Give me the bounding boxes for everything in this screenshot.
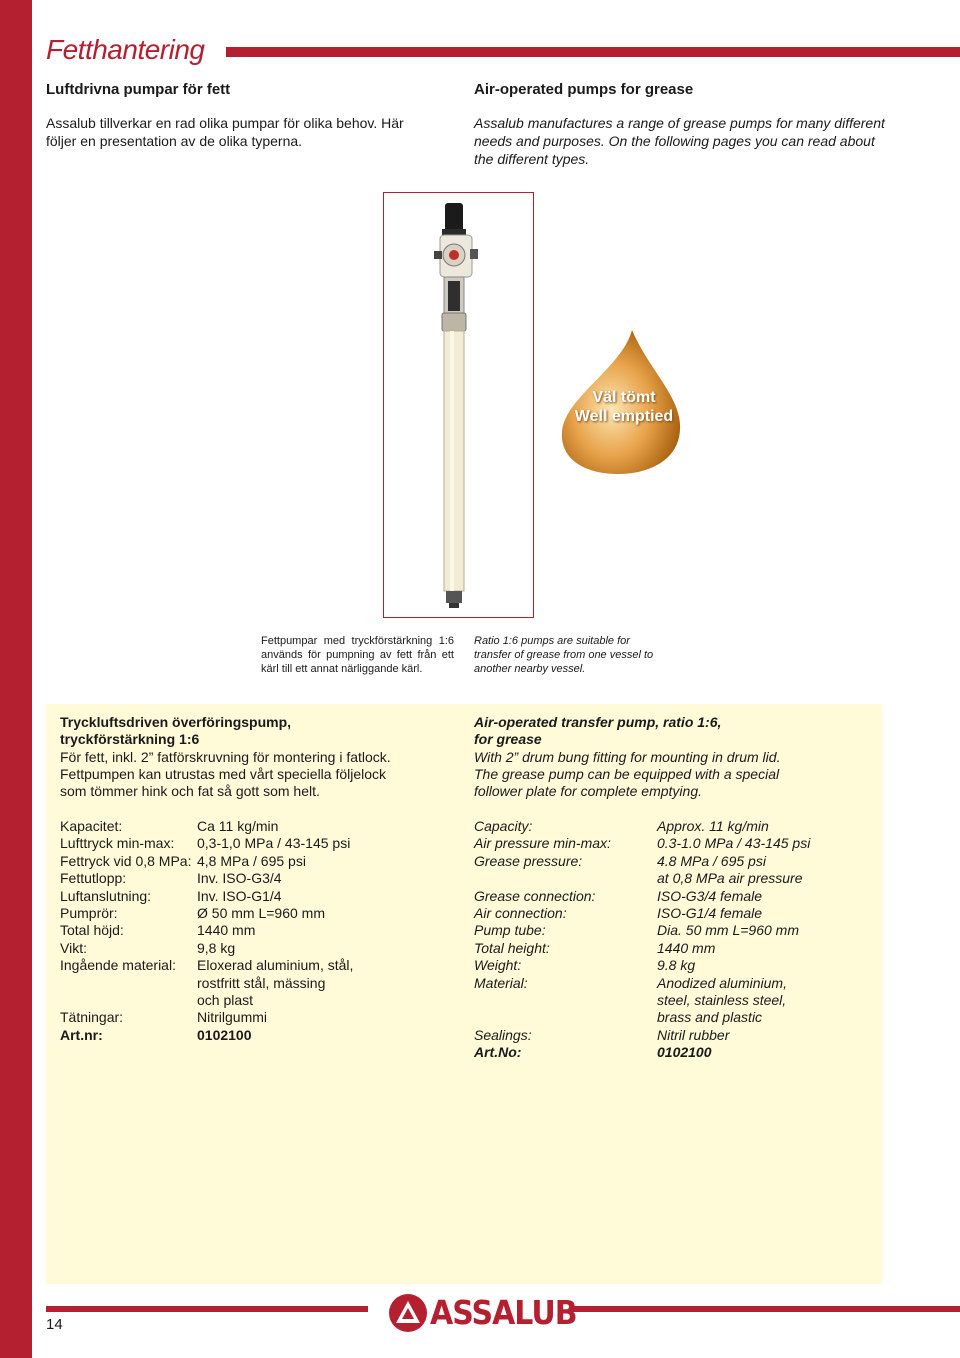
- spec-row: [60, 940, 353, 957]
- spec-label: Luftanslutning:: [60, 887, 152, 904]
- spec-row: [474, 992, 810, 1009]
- spec-row: [60, 992, 353, 1009]
- badge-line-en: Well emptied: [574, 408, 674, 425]
- intro-text-sv: Assalub tillverkar en rad olika pumpar för olika behov. Här följer en presentation av de olika typerna.: [46, 115, 404, 149]
- intro-heading-sv: Luftdrivna pumpar för fett: [46, 81, 231, 98]
- spec-value: 9.8 kg: [657, 957, 696, 974]
- spec-value: Approx. 11 kg/min: [657, 818, 769, 834]
- product-desc-en-line3: follower plate for complete emptying.: [474, 783, 702, 799]
- spec-label: Pump tube:: [474, 922, 546, 939]
- spec-row: [474, 818, 810, 835]
- spec-label: Grease pressure:: [474, 852, 583, 869]
- spec-label: [474, 1009, 657, 1026]
- spec-label: Ingående material:: [60, 957, 176, 974]
- spec-row: [474, 1009, 810, 1026]
- spec-table-sv: [60, 818, 353, 1044]
- product-title-sv-line2: tryckförstärkning 1:6: [60, 731, 200, 747]
- intro-text-en: Assalub manufactures a range of grease pumps for many different needs and purposes. On the following pages you can read about the different types.: [474, 115, 885, 167]
- spec-value: 4,8 MPa / 695 psi: [197, 852, 306, 869]
- spec-value: Anodized aluminium,: [657, 974, 787, 991]
- spec-value: Nitrilgummi: [197, 1009, 267, 1026]
- product-desc-sv-line1: För fett, inkl. 2” fatförskruvning för montering i fatlock.: [60, 749, 391, 765]
- grease-pump-image: [384, 193, 533, 617]
- photo-caption-en: Ratio 1:6 pumps are suitable for transfer of grease from one vessel to another nearby vessel.: [474, 635, 654, 675]
- product-desc-sv-line3: som tömmer hink och fat så gott som helt.: [60, 783, 320, 799]
- title-rule: [226, 47, 960, 57]
- spec-row: [60, 905, 353, 922]
- spec-value: 4.8 MPa / 695 psi: [657, 852, 766, 869]
- product-spec-panel: [46, 704, 882, 1284]
- spec-label: Material:: [474, 974, 528, 991]
- spec-label: Vikt:: [60, 939, 87, 956]
- spec-label: Sealings:: [474, 1026, 532, 1043]
- spec-row: [60, 957, 353, 974]
- spec-row: [474, 870, 810, 887]
- spec-row: [60, 1009, 353, 1026]
- spec-row: [60, 835, 353, 852]
- page-number: 14: [46, 1316, 63, 1333]
- spec-label: Tätningar:: [60, 1009, 124, 1026]
- artnr-label: Art.nr:: [60, 1026, 103, 1043]
- spec-row-artnr: [474, 1044, 810, 1061]
- footer-rule-right: [570, 1306, 960, 1312]
- product-title-sv-line1: Tryckluftsdriven överföringspump,: [60, 714, 292, 730]
- spec-row: [474, 922, 810, 939]
- photo-caption-sv: Fettpumpar med tryckförstärkning 1:6 används för pumpning av fett från ett kärl till ett annat närliggande kärl.: [261, 635, 454, 675]
- spec-value: 0.3-1.0 MPa / 43-145 psi: [657, 835, 811, 852]
- spec-label: Fettryck vid 0,8 MPa:: [60, 852, 192, 869]
- spec-label: Air pressure min-max:: [474, 835, 611, 852]
- badge-line-sv: Väl tömt: [592, 389, 656, 406]
- spec-label: Total höjd:: [60, 922, 124, 939]
- spec-value: Inv. ISO-G1/4: [197, 887, 282, 904]
- logo-wordmark: ASSALUB: [430, 1294, 577, 1333]
- spec-value: 9,8 kg: [197, 939, 236, 956]
- spec-row: [60, 853, 353, 870]
- spec-row: [474, 940, 810, 957]
- spec-table-en: [474, 818, 810, 1062]
- spec-value: Eloxerad aluminium, stål,: [197, 957, 354, 974]
- spec-label: Capacity:: [474, 818, 533, 834]
- spec-row: [474, 1027, 810, 1044]
- product-photo-frame: [383, 192, 534, 618]
- artnr-label: Art.No:: [474, 1044, 522, 1061]
- spec-label: Weight:: [474, 957, 522, 974]
- spec-value: rostfritt stål, mässing: [197, 974, 326, 991]
- product-desc-en-line1: With 2” drum bung fitting for mounting in drum lid.: [474, 749, 781, 765]
- artnr-value: 0102100: [657, 1044, 712, 1061]
- spec-value: 0,3-1,0 MPa / 43-145 psi: [197, 835, 351, 852]
- left-sidebar-stripe: [0, 0, 32, 1358]
- spec-row: [474, 905, 810, 922]
- spec-label: [474, 870, 657, 887]
- spec-value: 1440 mm: [197, 922, 256, 939]
- spec-value: ISO-G3/4 female: [657, 887, 763, 904]
- spec-row: [474, 835, 810, 852]
- spec-row: [60, 870, 353, 887]
- spec-value: Ø 50 mm L=960 mm: [197, 905, 325, 922]
- spec-label: Air connection:: [474, 905, 567, 922]
- well-emptied-label: [560, 388, 688, 426]
- product-title-en-line1: Air-operated transfer pump, ratio 1:6,: [474, 714, 722, 730]
- spec-row: [474, 957, 810, 974]
- spec-value: Ca 11 kg/min: [197, 818, 279, 834]
- assalub-emblem-icon: [388, 1293, 428, 1333]
- spec-value: ISO-G1/4 female: [657, 905, 763, 922]
- spec-label: [60, 975, 197, 992]
- spec-value: Inv. ISO-G3/4: [197, 870, 282, 887]
- spec-row-artnr: [60, 1027, 353, 1044]
- spec-label: Pumprör:: [60, 905, 118, 922]
- spec-label: Grease connection:: [474, 887, 596, 904]
- spec-label: Kapacitet:: [60, 818, 123, 834]
- spec-row: [474, 888, 810, 905]
- spec-label: [60, 992, 197, 1009]
- product-desc-sv-line2: Fettpumpen kan utrustas med vårt speciella följelock: [60, 766, 387, 782]
- spec-row: [60, 818, 353, 835]
- spec-row: [60, 975, 353, 992]
- product-title-en-line2: for grease: [474, 731, 542, 747]
- spec-value: steel, stainless steel,: [657, 992, 787, 1009]
- spec-row: [60, 922, 353, 939]
- intro-heading-en: Air-operated pumps for grease: [474, 81, 694, 98]
- spec-row: [474, 975, 810, 992]
- spec-value: brass and plastic: [657, 1009, 763, 1026]
- spec-label: [474, 992, 657, 1009]
- spec-value: 1440 mm: [657, 939, 716, 956]
- spec-label: Total height:: [474, 939, 550, 956]
- spec-row: [60, 888, 353, 905]
- artnr-value: 0102100: [197, 1026, 252, 1043]
- spec-value: Nitril rubber: [657, 1026, 730, 1043]
- footer-rule-left: [46, 1306, 368, 1312]
- spec-value: Dia. 50 mm L=960 mm: [657, 922, 799, 939]
- spec-value: och plast: [197, 992, 254, 1009]
- section-title: Fetthantering: [46, 34, 205, 65]
- spec-value: at 0,8 MPa air pressure: [657, 870, 803, 887]
- product-desc-en-line2: The grease pump can be equipped with a special: [474, 766, 780, 782]
- spec-row: [474, 853, 810, 870]
- spec-label: Lufttryck min-max:: [60, 835, 175, 852]
- spec-label: Fettutlopp:: [60, 870, 127, 887]
